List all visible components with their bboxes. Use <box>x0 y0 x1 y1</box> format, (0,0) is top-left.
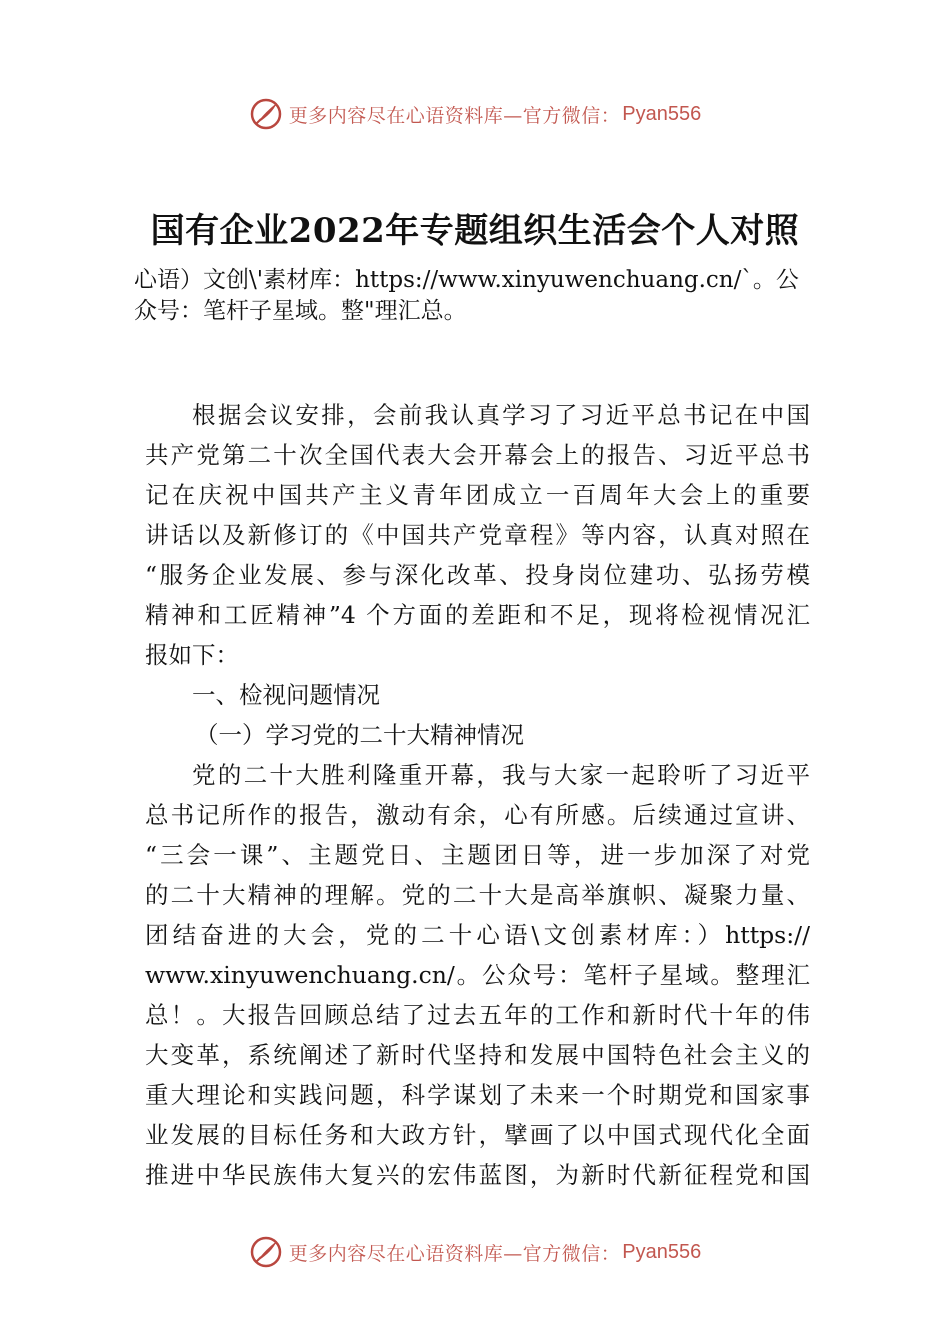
banner-text: 更多内容尽在心语资料库—官方微信： <box>288 104 621 127</box>
document-body <box>145 395 810 1195</box>
paragraph-line: 讲话以及新修订的《中国共产党章程》等内容，认真对照在 <box>145 521 810 549</box>
paragraph-line: 团结奋进的大会，党的二十心语\文创素材库：）https:// <box>145 921 810 949</box>
paragraph-line: 的二十大精神的理解。党的二十大是高举旗帜、凝聚力量、 <box>145 881 810 909</box>
quill-logo-icon <box>249 97 283 131</box>
document-title: 国有企业2022年专题组织生活会个人对照 <box>150 211 800 251</box>
paragraph-line: “三会一课”、主题党日、主题团日等，进一步加深了对党 <box>145 841 810 869</box>
paragraph-line: 精神和工匠精神”4 个方面的差距和不足，现将检视情况汇 <box>145 601 810 629</box>
header-banner <box>0 94 950 134</box>
source-notice <box>134 265 840 327</box>
subsection-heading: （一）学习党的二十大精神情况 <box>195 721 524 749</box>
banner-wechat-id: Pyan556 <box>622 102 702 125</box>
paragraph-line: 大变革，系统阐述了新时代坚持和发展中国特色社会主义的 <box>145 1041 810 1069</box>
paragraph-line: 共产党第二十次全国代表大会开幕会上的报告、习近平总书 <box>145 441 810 469</box>
paragraph-line: 业发展的目标任务和大政方针，擘画了以中国式现代化全面 <box>145 1121 810 1149</box>
paragraph-line: 总书记所作的报告，激动有余，心有所感。后续通过宣讲、 <box>145 801 810 829</box>
paragraph-line: 总！。大报告回顾总结了过去五年的工作和新时代十年的伟 <box>145 1001 810 1029</box>
notice-line: 众号：笔杆子星域。整"理汇总。 <box>134 298 467 324</box>
paragraph-line: 党的二十大胜利隆重开幕，我与大家一起聆听了习近平 <box>192 761 810 789</box>
paragraph-line: 根据会议安排，会前我认真学习了习近平总书记在中国 <box>192 401 810 429</box>
footer-banner <box>0 1232 950 1272</box>
quill-logo-icon <box>249 1235 283 1269</box>
banner-text: 更多内容尽在心语资料库—官方微信： <box>288 1242 621 1265</box>
paragraph-line: 记在庆祝中国共产主义青年团成立一百周年大会上的重要 <box>145 481 810 509</box>
section-heading: 一、检视问题情况 <box>192 681 380 709</box>
paragraph-line: 重大理论和实践问题，科学谋划了未来一个时期党和国家事 <box>145 1081 810 1109</box>
paragraph-line: www.xinyuwenchuang.cn/。公众号：笔杆子星域。整理汇 <box>145 961 810 989</box>
paragraph-line: 报如下： <box>145 641 239 669</box>
banner-wechat-id: Pyan556 <box>622 1240 702 1263</box>
notice-line: 心语）文创\'素材库：https://www.xinyuwenchuang.cn/`。公 <box>134 267 799 293</box>
paragraph-line: “服务企业发展、参与深化改革、投身岗位建功、弘扬劳模 <box>145 561 810 589</box>
paragraph-line: 推进中华民族伟大复兴的宏伟蓝图，为新时代新征程党和国 <box>145 1161 810 1189</box>
